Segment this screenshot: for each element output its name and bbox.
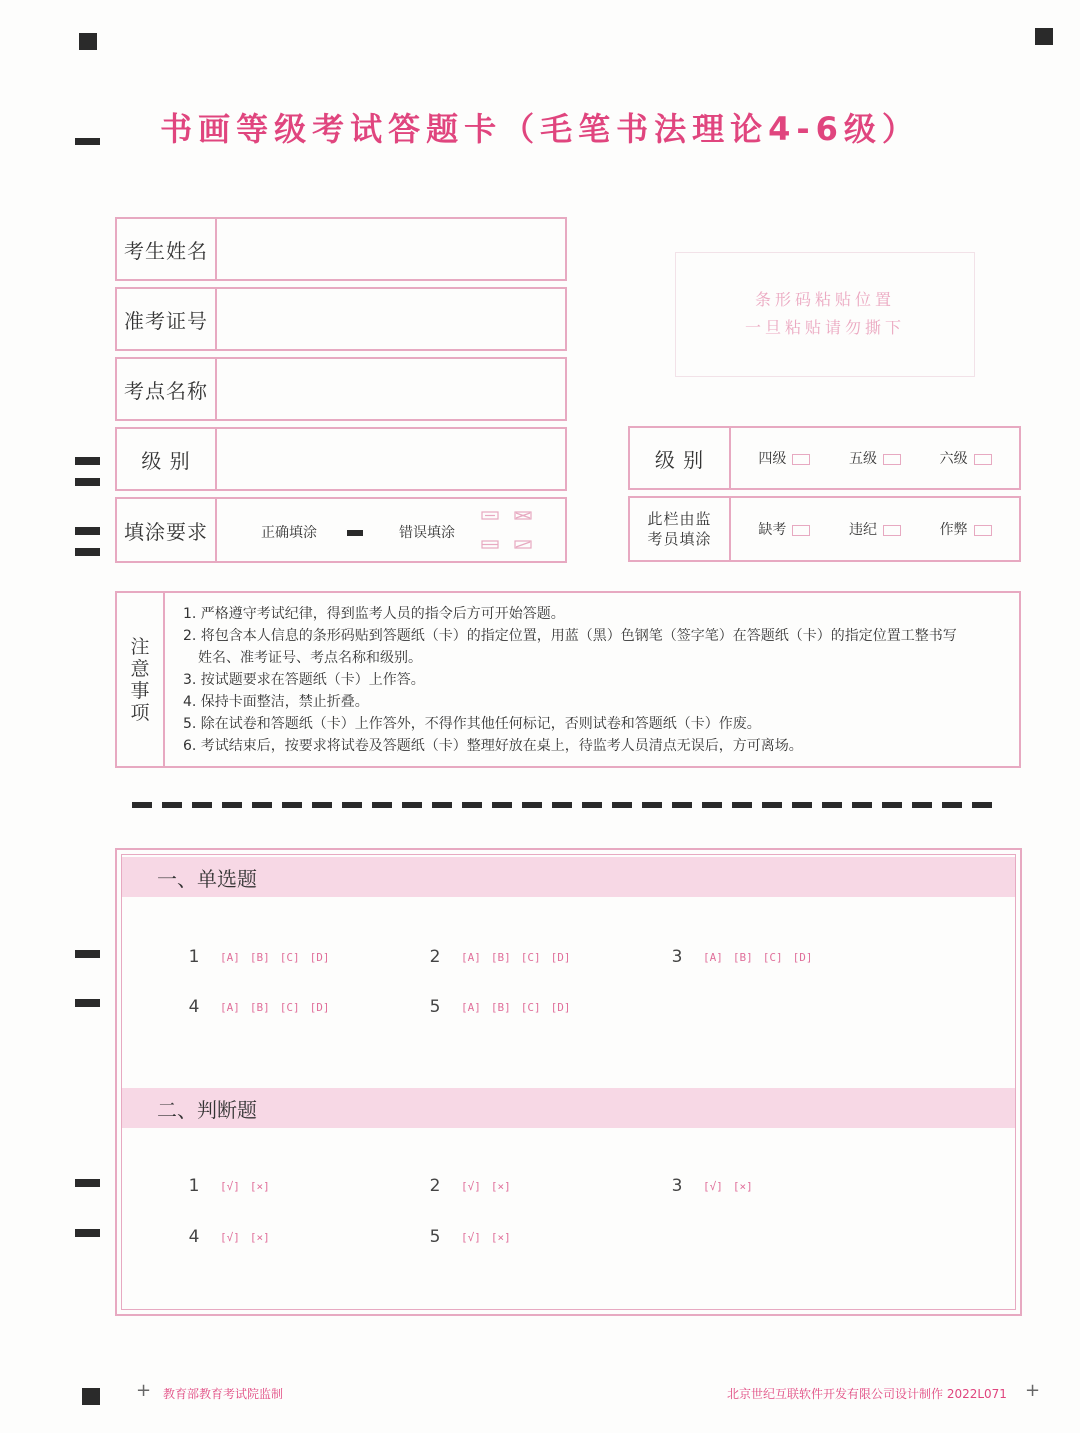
proctor-row [628,496,1021,562]
mc-question-2 [425,947,581,967]
mc-question-3 [667,947,823,967]
proctor-option-box [974,525,992,536]
timing-mark [79,33,97,50]
question-number: 5 [429,1227,441,1247]
barcode-line2: 一旦粘贴请勿撕下 [744,318,905,337]
question-number: 5 [429,997,441,1017]
notes-box [115,591,1021,768]
fill-requirement-label: 填涂要求 [117,499,217,561]
level-option-box [792,454,810,465]
notes-title [117,593,165,766]
mc-question-5 [425,997,581,1017]
barcode-area [675,252,975,377]
option-true[interactable]: [√] [461,1179,481,1193]
notes-title-char: 项 [130,701,150,724]
proctor-options [731,498,1019,560]
timing-mark [75,548,100,556]
option-b[interactable]: [B] [732,950,753,964]
timing-mark [75,478,100,486]
question-number: 4 [188,997,200,1017]
option-d[interactable]: [D] [792,950,813,964]
wrong-fill-sample [516,542,530,547]
note-item: 1. 严格遵守考试纪律，得到监考人员的指令后方可开始答题。 [183,606,565,622]
proctor-option-label: 作弊 [939,522,968,538]
option-false[interactable]: [×] [249,1179,270,1193]
option-b[interactable]: [B] [490,1000,511,1014]
footer-left: 教育部教育考试院监制 [163,1387,284,1401]
barcode-line1: 条形码粘贴位置 [754,290,895,309]
name-input-area[interactable] [217,219,565,279]
answer-area [115,848,1022,1316]
proctor-option-label: 违纪 [848,522,877,538]
dashed-separator [132,802,992,808]
option-a[interactable]: [A] [220,950,240,964]
timing-mark [75,457,100,465]
option-a[interactable]: [A] [220,1000,240,1014]
note-item: 姓名、准考证号、考点名称和级别。 [198,650,422,666]
note-item: 5. 除在试卷和答题纸（卡）上作答外，不得作其他任何标记，否则试卷和答题纸（卡）作废。 [183,716,761,732]
notes-title-char: 事 [130,679,150,702]
level-options [731,428,1019,488]
question-number: 1 [188,947,200,967]
tf-question-5 [425,1227,521,1247]
proctor-label-line2: 考员填涂 [647,530,712,548]
level-option-label: 六级 [939,451,968,467]
option-false[interactable]: [×] [732,1179,753,1193]
answer-area-inner [121,854,1016,1310]
option-true[interactable]: [√] [220,1179,240,1193]
section1-title: 一、单选题 [157,866,257,891]
timing-mark [75,950,100,958]
section2-title: 二、判断题 [157,1097,257,1122]
crosshair-icon: + [136,1380,152,1401]
option-d[interactable]: [D] [550,1000,571,1014]
option-a[interactable]: [A] [461,1000,481,1014]
question-number: 3 [671,947,683,967]
proctor-option-absent[interactable] [758,519,810,539]
question-number: 2 [429,947,441,967]
footer-right: 北京世纪互联软件开发有限公司设计制作 2022L071 [727,1387,1007,1401]
timing-mark [82,1388,100,1405]
option-d[interactable]: [D] [309,950,330,964]
crosshair-icon: + [1025,1380,1041,1401]
wrong-fill-samples [479,507,539,551]
note-item: 6. 考试结束后，按要求将试卷及答题纸（卡）整理好放在桌上，待监考人员清点无误后，方可离场。 [183,738,803,754]
level-option-5[interactable] [849,448,901,468]
option-true[interactable]: [√] [461,1230,481,1244]
section1-header [122,857,1015,897]
name-label: 考生姓名 [117,219,217,279]
timing-mark [1035,28,1053,45]
notes-title-char: 注 [130,635,150,658]
proctor-label-line1: 此栏由监 [647,510,712,528]
site-input-area[interactable] [217,359,565,419]
level-select-row [628,426,1021,490]
site-field-row [115,357,567,421]
option-c[interactable]: [C] [520,950,541,964]
option-b[interactable]: [B] [249,950,270,964]
option-c[interactable]: [C] [279,1000,300,1014]
timing-mark [75,1229,100,1237]
fill-requirement-row [115,497,567,563]
wrong-fill-label: 错误填涂 [399,525,455,541]
option-b[interactable]: [B] [249,1000,270,1014]
proctor-option-label: 缺考 [758,522,787,538]
question-number: 4 [188,1227,200,1247]
option-d[interactable]: [D] [550,950,571,964]
proctor-option-violation[interactable] [849,519,901,539]
level-option-box [974,454,992,465]
note-item: 4. 保持卡面整洁，禁止折叠。 [183,694,369,710]
level-option-label: 四级 [758,451,787,467]
correct-fill-label: 正确填涂 [261,525,317,541]
option-d[interactable]: [D] [309,1000,330,1014]
option-a[interactable]: [A] [703,950,723,964]
option-b[interactable]: [B] [490,950,511,964]
id-input-area[interactable] [217,289,565,349]
id-field-row [115,287,567,351]
notes-list [165,593,1019,766]
question-number: 2 [429,1176,441,1196]
id-label: 准考证号 [117,289,217,349]
level-option-label: 五级 [848,451,877,467]
option-false[interactable]: [×] [490,1230,511,1244]
proctor-label [630,498,731,560]
level-option-6[interactable] [940,448,992,468]
option-true[interactable]: [√] [703,1179,723,1193]
note-item: 3. 按试题要求在答题纸（卡）上作答。 [183,672,425,688]
mc-question-1 [184,947,340,967]
fill-requirement-content [217,499,565,561]
tf-question-3 [667,1176,763,1196]
level-field-row [115,427,567,491]
option-c[interactable]: [C] [762,950,783,964]
option-false[interactable]: [×] [249,1230,270,1244]
timing-mark [75,527,100,535]
tf-question-1 [184,1176,280,1196]
option-false[interactable]: [×] [490,1179,511,1193]
site-label: 考点名称 [117,359,217,419]
level-label: 级 别 [117,429,217,489]
name-field-row [115,217,567,281]
level-option-4[interactable] [758,448,810,468]
proctor-option-box [883,525,901,536]
option-true[interactable]: [√] [220,1230,240,1244]
level-input-area[interactable] [217,429,565,489]
section2-header [122,1088,1015,1128]
correct-fill-sample [347,530,363,536]
mc-question-4 [184,997,340,1017]
timing-mark [75,1179,100,1187]
question-number: 1 [188,1176,200,1196]
proctor-option-cheating[interactable] [940,519,992,539]
tf-question-2 [425,1176,521,1196]
proctor-option-box [792,525,810,536]
tf-question-4 [184,1227,280,1247]
option-c[interactable]: [C] [279,950,300,964]
option-c[interactable]: [C] [520,1000,541,1014]
page-title: 书画等级考试答题卡（毛笔书法理论4-6级） [160,110,920,148]
level-option-box [883,454,901,465]
level-select-label: 级 别 [630,428,731,488]
note-item: 2. 将包含本人信息的条形码贴到答题纸（卡）的指定位置，用蓝（黑）色钢笔（签字笔）在答题纸（卡）的指定位置工整书写 [183,628,957,644]
option-a[interactable]: [A] [461,950,481,964]
question-number: 3 [671,1176,683,1196]
timing-mark [75,999,100,1007]
notes-title-char: 意 [130,657,150,680]
